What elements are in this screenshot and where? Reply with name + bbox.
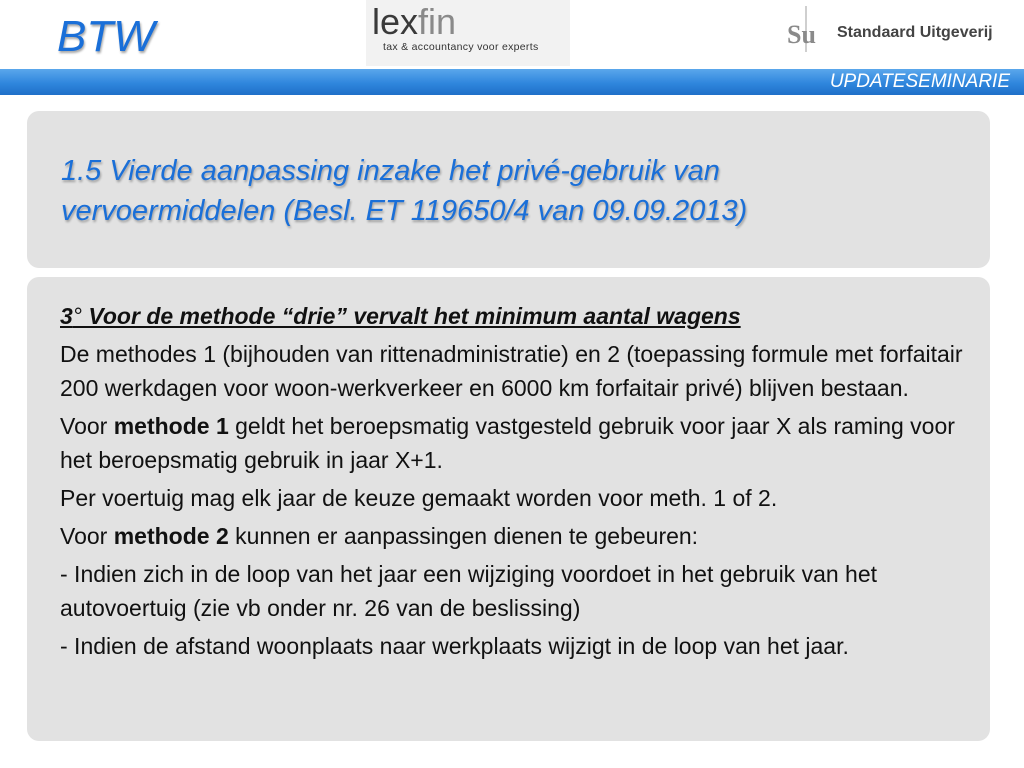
lexfin-wordmark: [372, 2, 456, 42]
heading-degree: °: [72, 303, 82, 329]
content-panel: [27, 277, 990, 741]
para4-pre: Voor: [60, 523, 114, 549]
paragraph-method1: [60, 409, 965, 477]
bullet-item: - Indien zich in de loop van het jaar een wijziging voordoet in het gebruik van het autovoertuig (zie vb onder nr. 26 van de beslissing): [60, 561, 878, 621]
content-body: [60, 299, 965, 667]
publisher-name: Standaard Uitgeverij: [837, 24, 993, 41]
para2-pre: Voor: [60, 413, 114, 439]
title-panel: [27, 111, 990, 268]
slide-title: 1.5 Vierde aanpassing inzake het privé-gebruik van vervoermiddelen (Besl. ET 119650/4 van 09.09.2013): [61, 155, 748, 227]
heading-text: Voor de methode “drie” vervalt het minimum aantal wagens: [82, 303, 741, 329]
para2-post: geldt het beroepsmatig vastgesteld gebruik voor jaar X als raming voor het beroepsmatig gebruik in jaar X+1.: [60, 413, 955, 473]
section-heading: [60, 299, 965, 333]
lexfin-logo: [366, 0, 570, 66]
para4-bold: methode 2: [113, 523, 229, 549]
band-label: UPDATESEMINARIE: [829, 71, 1010, 92]
paragraph-methods: De methodes 1 (bijhouden van rittenadministratie) en 2 (toepassing formule met forfaitair 200 werkdagen voor woon-werkverkeer en 6000 km forfaitair privé) blijven bestaan.: [60, 341, 963, 401]
para4-post: kunnen er aanpassingen dienen te gebeuren:: [228, 523, 699, 549]
paragraph-choice: Per voertuig mag elk jaar de keuze gemaakt worden voor meth. 1 of 2.: [60, 485, 778, 511]
heading-number: 3: [60, 303, 73, 329]
paragraph-method2: [60, 519, 965, 553]
topic-title: BTW: [57, 12, 155, 61]
publisher-logo: [787, 6, 1015, 56]
para2-bold: methode 1: [113, 413, 229, 439]
lexfin-lex: lex: [372, 1, 419, 42]
bullet-item: - Indien de afstand woonplaats naar werkplaats wijzigt in de loop van het jaar.: [60, 633, 849, 659]
header-band: [0, 69, 1024, 95]
su-mark: Su: [787, 20, 816, 49]
lexfin-tagline: tax & accountancy voor experts: [383, 41, 539, 53]
lexfin-fin: fin: [418, 1, 457, 42]
